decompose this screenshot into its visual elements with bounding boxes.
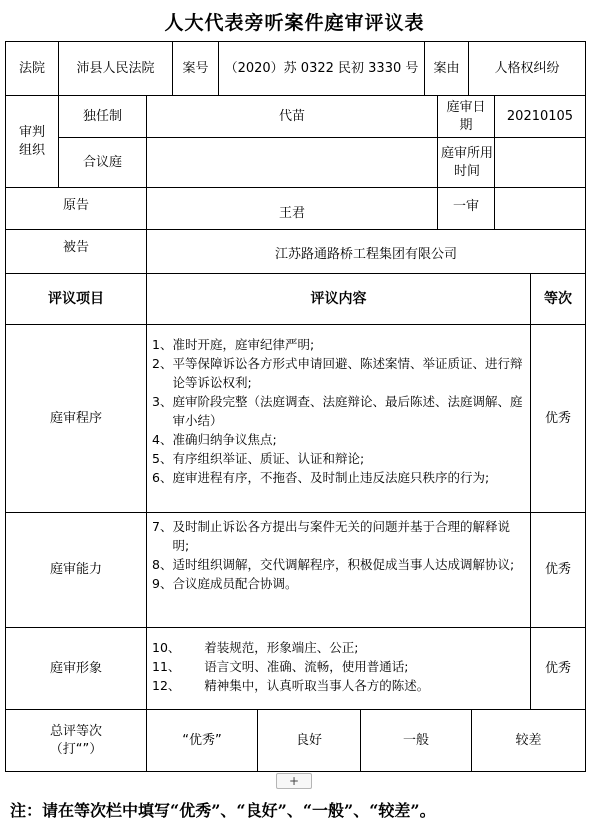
eval-content-header: 评议内容	[310, 291, 367, 307]
list-item: 7、 及时制止诉讼各方提出与案件无关的问题并基于合理的解释说明;	[152, 519, 510, 553]
sole-judge-label: 独任制	[82, 108, 122, 124]
plaintiff-value: 王君	[278, 206, 305, 221]
section-grade-image: 优秀	[544, 660, 571, 676]
overall-label	[6, 710, 146, 771]
list-item: 9、 合议庭成员配合协调。	[152, 576, 298, 591]
eval-grade-header: 等次	[544, 291, 572, 307]
overall-option-average[interactable]: 一般	[402, 732, 429, 748]
collegial-value	[147, 138, 437, 187]
list-item: 4、 准确归纳争议焦点;	[152, 432, 277, 447]
defendant-value: 江苏路通路桥工程集团有限公司	[274, 247, 457, 262]
overall-label-line2: （打“”）	[49, 741, 103, 757]
list-item: 6、 庭审进程有序，不拖沓、及时制止违反法庭只秩序的行为;	[152, 470, 490, 485]
section-items-image	[152, 638, 525, 695]
section-name-procedure: 庭审程序	[49, 410, 102, 426]
trial-date-value: 20210105	[506, 108, 574, 124]
defendant-label: 被告	[62, 240, 89, 255]
add-row-button[interactable]: +	[276, 773, 312, 789]
overall-label-line1: 总评等次	[49, 723, 102, 739]
plaintiff-label: 原告	[62, 198, 89, 213]
section-name-ability: 庭审能力	[49, 562, 102, 577]
list-item: 3、 庭审阶段完整（法庭调查、法庭辩论、最后陈述、法庭调解、庭审小结）	[152, 394, 523, 428]
collegial-label: 合议庭	[82, 154, 122, 170]
section-grade-procedure: 优秀	[544, 410, 571, 426]
sole-judge-value: 代苗	[278, 108, 305, 124]
trial-org-label: 审判组织	[18, 124, 45, 158]
section-grade-ability: 优秀	[544, 562, 571, 577]
case-no-value: （2020）苏 0322 民初 3330 号	[224, 60, 419, 76]
section-items-procedure	[152, 335, 525, 487]
overall-option-excellent[interactable]: “优秀”	[182, 732, 222, 748]
list-item: 12、 精神集中，认真听取当事人各方的陈述。	[152, 678, 430, 693]
overall-option-poor[interactable]: 较差	[515, 732, 542, 748]
list-item: 2、 平等保障诉讼各方形式申请回避、陈述案情、举证质证、进行辩论等诉讼权利;	[152, 356, 523, 390]
trial-date-label: 庭审日期	[446, 99, 486, 133]
section-items-ability	[152, 517, 525, 593]
list-item: 5、 有序组织举证、质证、认证和辩论;	[152, 451, 365, 466]
eval-item-header: 评议项目	[48, 291, 104, 307]
court-value: 沛县人民法院	[76, 60, 155, 76]
list-item: 1、 准时开庭，庭审纪律严明;	[152, 337, 315, 352]
trial-time-label: 庭审所用时间	[441, 145, 494, 179]
court-label: 法院	[18, 60, 45, 76]
cause-value: 人格权纠纷	[494, 60, 560, 76]
overall-option-good[interactable]: 良好	[295, 732, 322, 748]
form-title: 人大代表旁听案件庭审评议表	[164, 12, 425, 34]
instance-label: 一审	[452, 199, 479, 214]
list-item: 11、 语言文明、准确、流畅，使用普通话;	[152, 659, 409, 674]
footnote: 注：请在等次栏中填写“优秀”、“良好”、“一般”、“较差”。	[10, 801, 436, 820]
case-no-label: 案号	[182, 60, 209, 76]
cause-label: 案由	[433, 60, 460, 76]
section-name-image: 庭审形象	[49, 660, 102, 676]
list-item: 10、 着装规范，形象端庄、公正;	[152, 640, 359, 655]
trial-time-value	[495, 138, 585, 187]
list-item: 8、 适时组织调解，交代调解程序，积极促成当事人达成调解协议;	[152, 557, 515, 572]
instance-value	[495, 188, 585, 229]
